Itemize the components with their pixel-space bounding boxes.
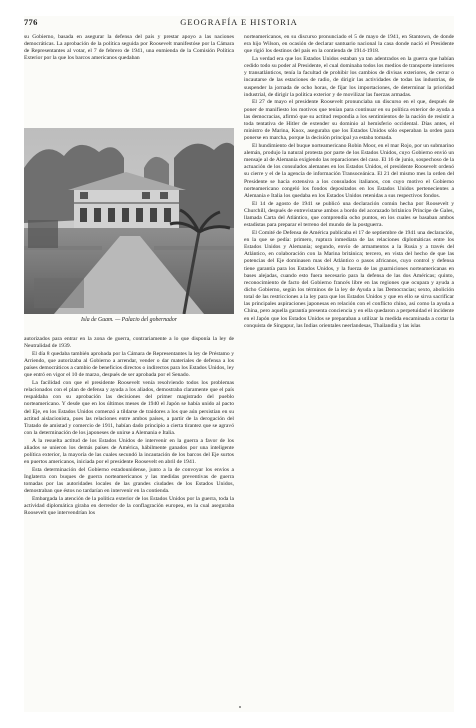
left-column-bottom bbox=[24, 336, 234, 712]
figure bbox=[24, 128, 234, 325]
page-number: 776 bbox=[24, 17, 38, 27]
paragraph: La facilidad con que el presidente Roosevelt venía resolviendo todos los problemas relacionados con el plan de defensa y ayuda a los aliados, demostraba claramente que el país respaldaba con su aprobación las decisiones del primer magistrado del pueblo norteamericano. Y desde que en los últimos meses de 1940 el Japón se había unido al pacto del Eje, en los Estados Unidos comenzó a tildarse de traidores a los que aún persistían en su actitud aislacionista, pues las relaciones entre ambos países, a partir de la derogación del Tratado de amistad y comercio de 1911, habían dado principio a cierta tirantez que se agravó con la determinación de los japoneses de unirse a Alemania e Italia. bbox=[24, 379, 234, 437]
page-header bbox=[24, 16, 454, 30]
paragraph: El 27 de mayo el presidente Roosevelt pronunciaba un discurso en el que, después de poner de manifiesto los motivos que tenían para continuar en su política exterior de ayuda a las democracias, afirmó que su actitud respondía a los sentimientos de la nación de resistir a toda tentativa de Hitler de extender su dominio al hemisferio occidental. Días antes, el ministro de Marina, Knox, aseguraba que los Estados Unidos sólo esperaban la orden para ponerse en marcha, porque la decisión principal ya estaba tomada. bbox=[244, 99, 454, 142]
paragraph: El día 8 quedaba también aprobada por la Cámara de Representantes la ley de Préstamo y Arriendo, que autorizaba al Gobierno a arrendar, vender o dar materiales de defensa a los países democráticos a cambio de beneficios directos o indirectos para los Estados Unidos, ley que entró en vigor el 10 de marzo, después de ser aprobada por el Senado. bbox=[24, 350, 234, 379]
paragraph: El Comité de Defensa de América publicaba el 17 de septiembre de 1941 una declaración, en la que se pedía: primero, ruptura inmediata de las relaciones diplomáticas entre los Estados Unidos y Alemania; segundo, envío de armamentos a la Rusia y a través del Atlántico, en colaboración con la Marina británica; tercero, en vista del hecho de que las potencias del Eje dominasen mas del Atlántico o pasos africanos, cuyo control y defensa tiene garantía para los Estados Unidos, y la fuerza de las guarniciones norteamericanas en bases alejadas, cuando esto fuera necesario para la defensa de las dos Américas; quinto, reconocimiento de facto del Gobierno francés libre en las regiones que ocupara y ayuda a dicho Gobierno, según los términos de la ley de Ayuda a las Democracias; sexto, abolición total de las restricciones a la ley para que los Estados Unidos y que en ello se sirva sacrificar las principales aspiraciones japonesas en relación con el conflicto chino, así como la ayuda a China, pero aquella garantía presenta conciencia y en ella quedaron a perpetuidad el incidente en el Japón que los Estados Unidos se preparaban a utilizar la medida encaminada a cortar la conquista de Singapur, las Indias orientales neerlandesas, Thailandia y las islas bbox=[244, 229, 454, 329]
figure-caption: Isla de Guam. — Palacio del gobernador bbox=[80, 317, 178, 323]
left-column-top bbox=[24, 34, 234, 126]
right-column bbox=[244, 34, 454, 712]
paragraph: Esta determinación del Gobierno estadounidense, junto a la de convoyar los envíos a Inglaterra con buques de guerra norteamericanos y las medidas preventivas de guerra tomadas por las autoridades locales de las grandes ciudades de los Estados Unidos, demostraban que éstos no tardarían en intervenir en la contienda. bbox=[24, 466, 234, 495]
paragraph: A la resuelta actitud de los Estados Unidos de intervenir en la guerra a favor de los aliados se unieron los demás países de América, hábilmente ganados por una inteligente política exterior, la mayoría de las cuales secundó la incautación de los barcos del Eje surtos en puertos americanos, iniciada por el presidente Roosevelt en abril de 1941. bbox=[24, 437, 234, 466]
paragraph: La verdad era que los Estados Unidos estaban ya tan adentrados en la guerra que habían cedido todo su poder al Presidente, el cual dominaba todos los medios de transporte interiores y transatlánticos, tenía la facultad de prohibir los cambios de divisas exteriores, de cerrar o incautarse de las estaciones de radio, de dirigir las actividades de todas las industrias, de suspender la jornada de ocho horas, de fijar los importaciones, de determinar la prioridad industrial, de dirigir la política exterior y de movilizar las fuerzas armadas. bbox=[244, 55, 454, 98]
paragraph: su Gobierno, basada en asegurar la defensa del país y prestar apoyo a las naciones democráticas. La aprobación de la política seguida por Roosevelt manifestóse por la Cámara de Representantes al votar, el 7 de febrero de 1941, una enmienda de la Comisión Política Exterior por la que los barcos americanos quedaban bbox=[24, 34, 234, 62]
paragraph: Embargada la atención de la política exterior de los Estados Unidos por la guerra, toda la actividad diplomática giraba en derredor de la conflagración europea, en la cual aseguraba Roosevelt que intervendrían los bbox=[24, 495, 234, 517]
running-title: GEOGRAFÍA E HISTORIA bbox=[180, 17, 298, 27]
guam-palace-photo bbox=[24, 128, 234, 314]
book-page bbox=[24, 16, 454, 712]
paragraph: norteamericanos, en su discurso pronunciado el 5 de mayo de 1941, en Stantown, de donde era hijo Wilson, en ocasión de declarar santuario nacional la casa donde nació el Presidente que rigió los destinos del país en la contienda de 1914-1918. bbox=[244, 34, 454, 55]
paragraph: El 14 de agosto de 1941 se publicó una declaración común hecha por Roosevelt y Churchill, después de entrevistarse ambos a bordo del acorazado británico Príncipe de Gales, llamada Carta del Atlántico, que comprendía ocho puntos, en los cuales se basaban ambos estadistas para preparar el terreno del mundo de la postguerra. bbox=[244, 200, 454, 229]
paragraph: autorizados para entrar en la zona de guerra, contrariamente a lo que disponía la ley de Neutralidad de 1939. bbox=[24, 336, 234, 350]
paragraph: El hundimiento del buque norteamericano Robin Moor, en el mar Rojo, por un submarino alemán, produjo la natural protesta por parte de los Estados Unidos, cuyo Gobierno envió un mensaje al de Alemania exigiendo las reparaciones del caso. El 16 de junio, sospechoso de la actuación de los consulados alemanes en los Estados Unidos, el presidente Roosevelt ordenó su cierre y el de la agencia de información Transoceánica. El 21 del mismo mes la orden del Presidente se hacía extensiva a los consulados italianos, con cuyo motivo el Gobierno norteamericano congeló los fondos depositados en los Estados Unidos pertenecientes a Alemania e Italia los quedaba en los Estados Unidos retenidas a sus respectivos fondos. bbox=[244, 142, 454, 199]
page-mark bbox=[239, 706, 241, 708]
